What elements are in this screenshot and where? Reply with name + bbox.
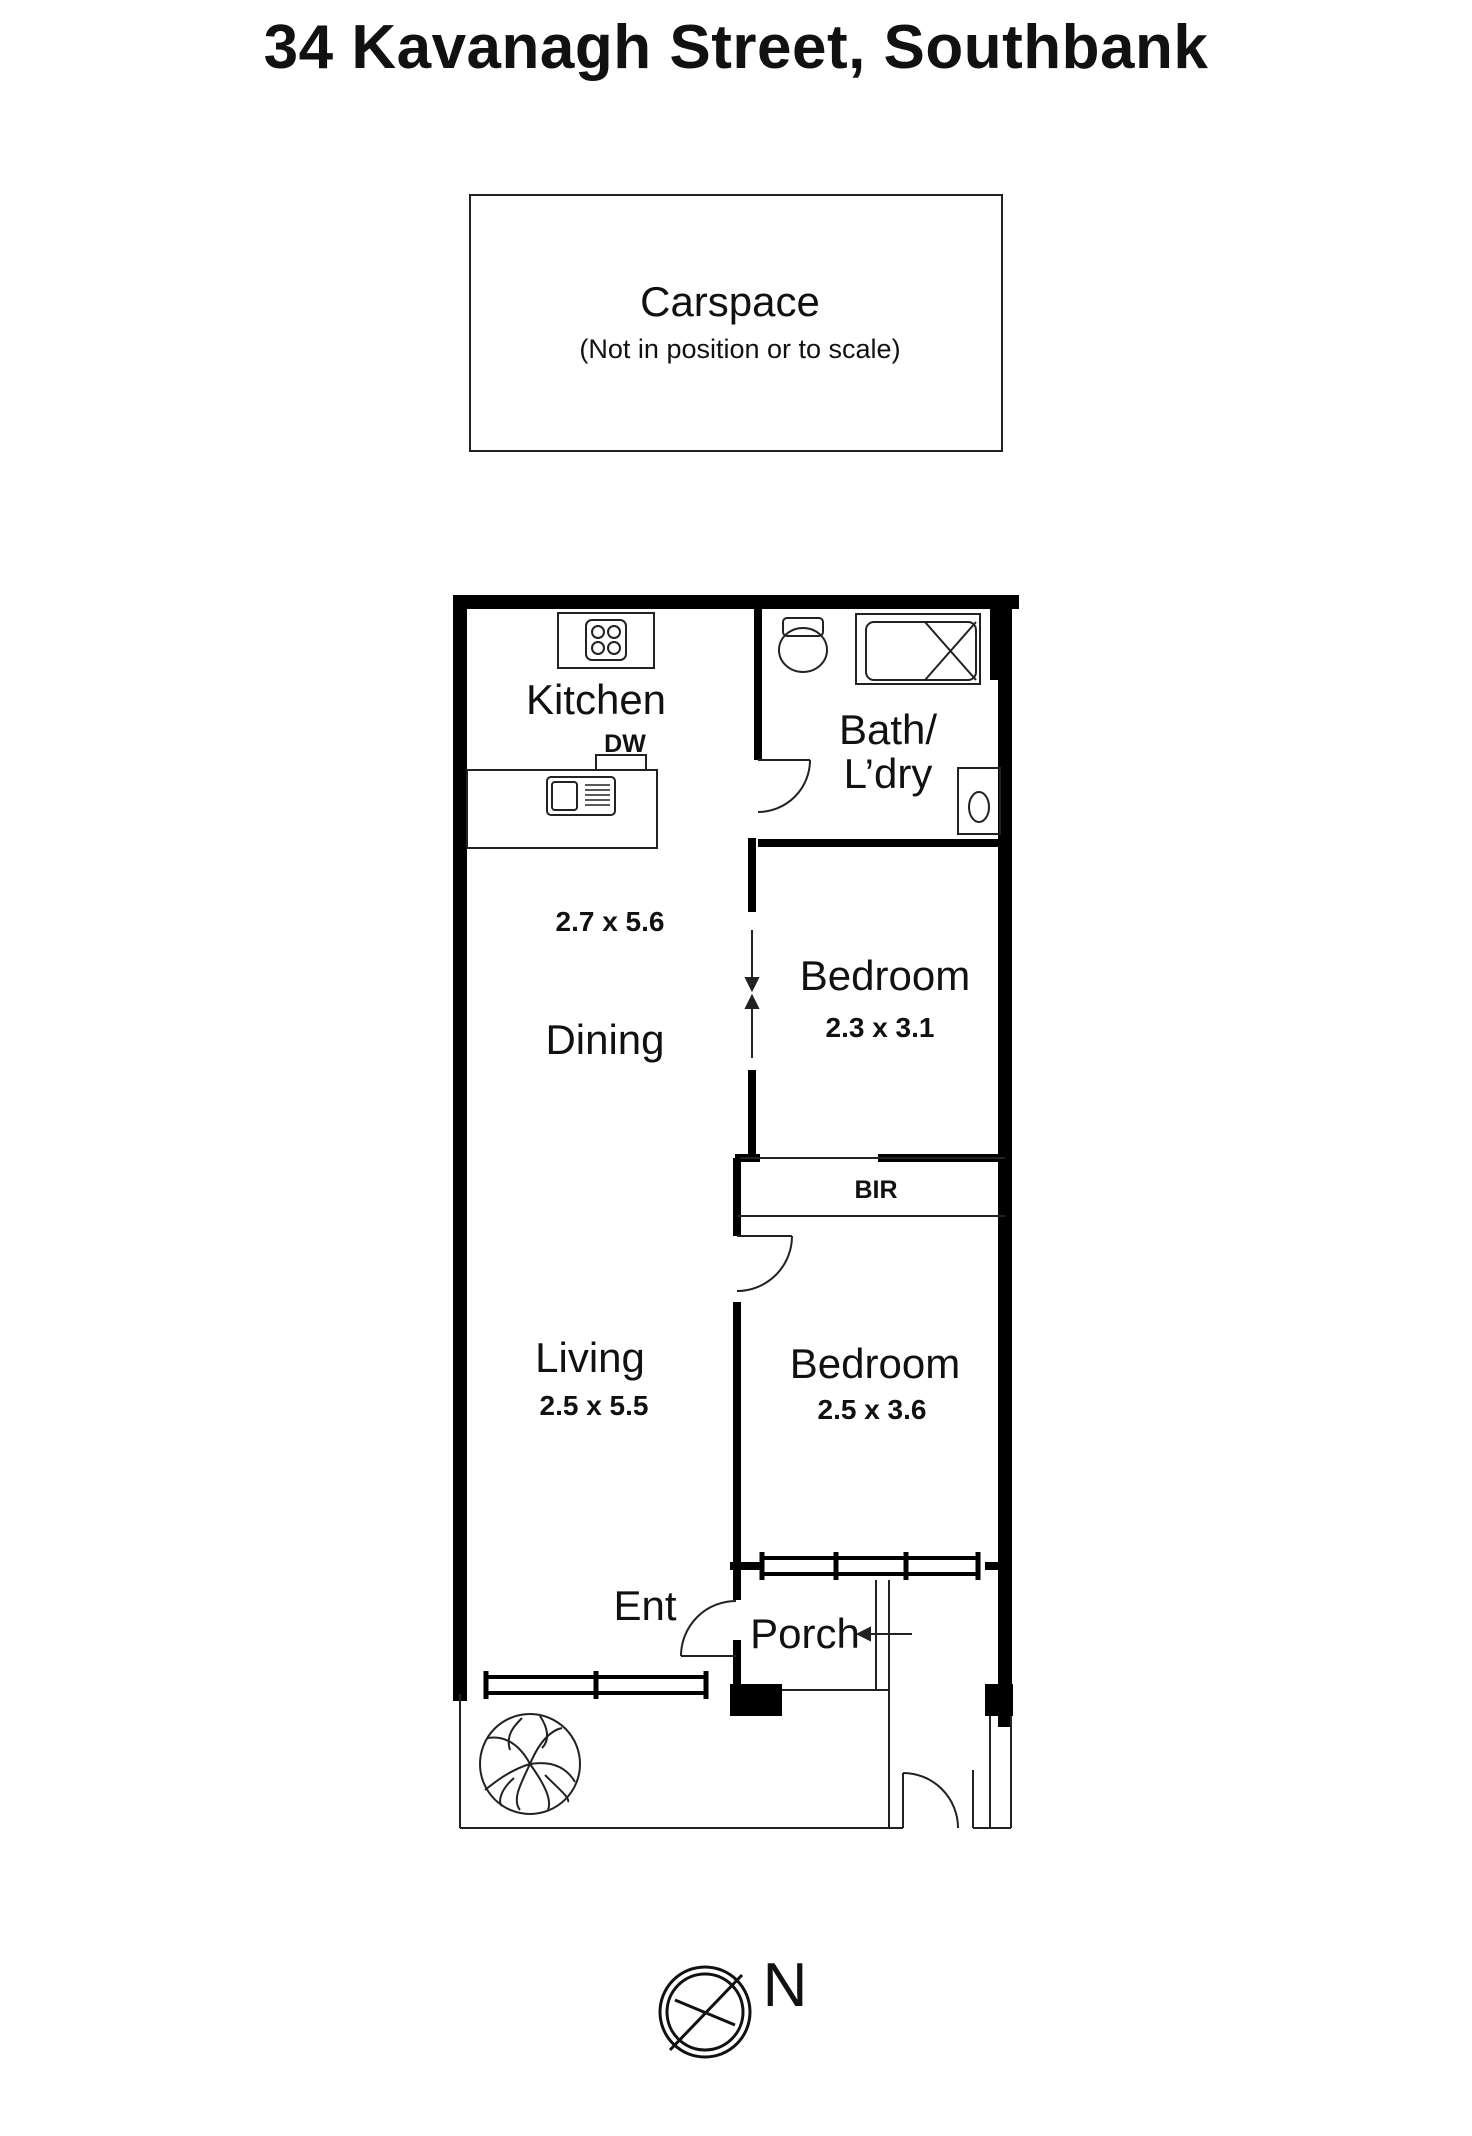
porch-label: Porch [750, 1610, 860, 1657]
bedroom-window [760, 1552, 980, 1580]
bedroom-door [737, 1236, 792, 1291]
bath-door [758, 760, 810, 812]
carspace-label: Carspace [640, 278, 820, 325]
gate [903, 1770, 973, 1828]
cooktop [558, 613, 654, 668]
column [985, 1684, 1013, 1716]
dishwasher-label: DW [604, 730, 646, 758]
dining-size: 2.7 x 5.6 [555, 906, 665, 937]
plan-title: 34 Kavanagh Street, Southbank [263, 13, 1209, 82]
kitchen-label: Kitchen [525, 676, 667, 723]
bath-label-line1: Bath/ [838, 706, 938, 753]
living-label: Living [535, 1334, 645, 1381]
compass-north-label: N [762, 1951, 808, 2020]
compass-icon [660, 1967, 750, 2057]
bath-label-line2: L’dry [843, 750, 933, 797]
porch-arrow [858, 1628, 912, 1640]
living-size: 2.5 x 5.5 [539, 1390, 649, 1421]
living-window [484, 1671, 708, 1699]
dining-label: Dining [545, 1016, 665, 1063]
bedroom1-size: 2.3 x 3.1 [825, 1012, 935, 1043]
bedroom1-label: Bedroom [799, 952, 971, 999]
kitchen-bench [467, 755, 657, 848]
bathtub [856, 614, 980, 684]
carspace-note: (Not in position or to scale) [579, 334, 901, 364]
tree-icon [480, 1714, 580, 1814]
bedroom2-label: Bedroom [789, 1340, 961, 1387]
entry-label: Ent [613, 1582, 677, 1629]
sliding-door [746, 930, 758, 1058]
column [730, 1684, 782, 1716]
bedroom2-size: 2.5 x 3.6 [817, 1394, 927, 1425]
toilet [779, 618, 827, 672]
bir-label: BIR [854, 1176, 898, 1204]
